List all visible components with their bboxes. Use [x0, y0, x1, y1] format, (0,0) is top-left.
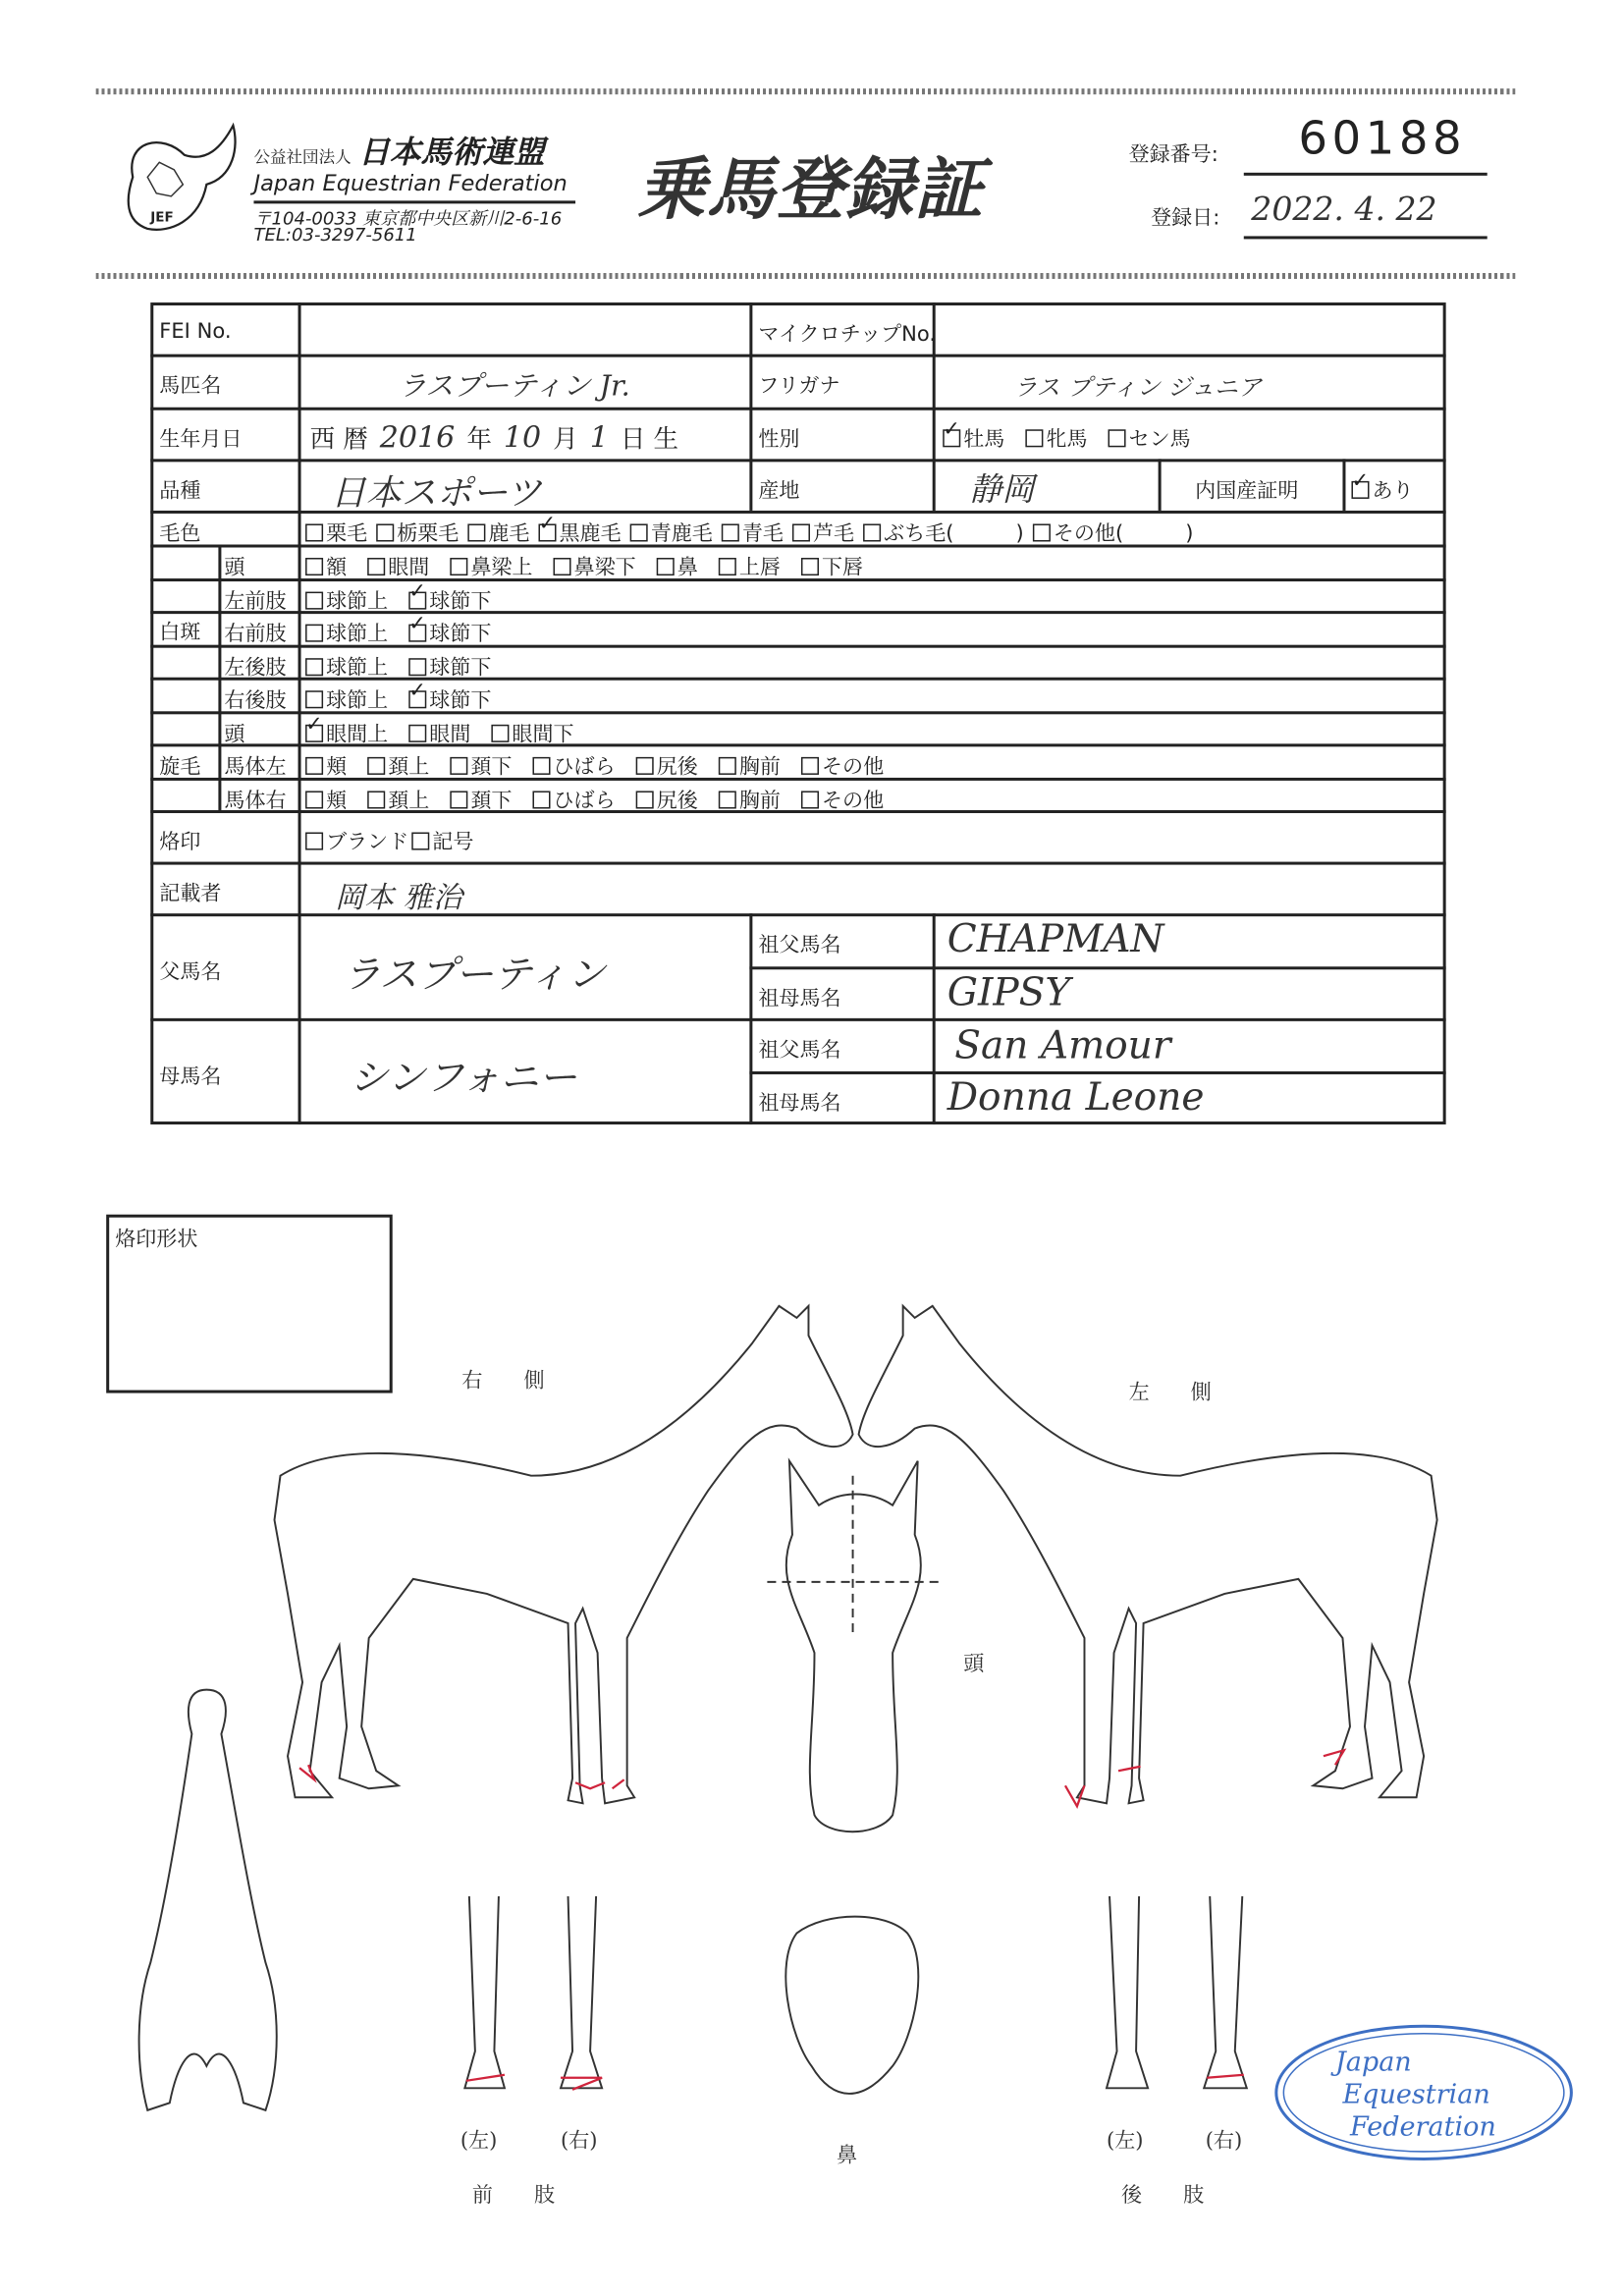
- reg-no-value: 60188: [1298, 112, 1467, 166]
- document-title: 乗馬登録証: [637, 148, 985, 229]
- recorder-value: 岡本 雅治: [335, 879, 462, 915]
- option-label: その他: [822, 789, 885, 813]
- hind-legs-caption: 後 肢: [1121, 2183, 1205, 2209]
- option-label: 青鹿毛: [650, 521, 713, 546]
- horse-name-label: 馬匹名: [159, 374, 222, 399]
- dam-granddam-value: Donna Leone: [947, 1075, 1205, 1121]
- option-label: ぶち毛( ): [884, 521, 1024, 546]
- white-marking-part: 右後肢: [224, 688, 287, 713]
- fore-legs-caption: 前 肢: [471, 2183, 556, 2209]
- fore-right-label: (右): [561, 2129, 598, 2154]
- option-label: 牝馬: [1046, 427, 1088, 452]
- hind-left-label: (左): [1107, 2129, 1144, 2154]
- org-tel: TEL:03-3297-5611: [253, 224, 417, 246]
- sex-label: 性別: [758, 427, 800, 452]
- option-label: 球節上: [326, 656, 389, 681]
- coat-color-label: 毛色: [159, 521, 201, 546]
- right-side-label: 右 側: [461, 1369, 545, 1394]
- dob-dob_day_unit: 日 生: [620, 424, 679, 455]
- option-label: 眼間上: [326, 723, 389, 747]
- white-marking-part: 左後肢: [224, 656, 287, 681]
- reg-date-value: 2022. 4. 22: [1251, 191, 1437, 229]
- option-label: 黒鹿毛: [559, 521, 622, 546]
- option-label: 鼻梁上: [470, 556, 533, 580]
- fore-left-leg: [464, 1896, 505, 2088]
- nose-label: 鼻: [837, 2144, 858, 2168]
- option-label: 尻後: [656, 789, 698, 813]
- origin-value: 静岡: [969, 471, 1035, 510]
- option-label: その他( ): [1053, 521, 1194, 546]
- option-label: 眼間: [388, 556, 430, 580]
- option-label: 記号: [432, 831, 474, 855]
- option-label: 栃栗毛: [397, 521, 460, 546]
- breed-value: 日本スポーツ: [330, 471, 542, 514]
- recorder-label: 記載者: [159, 882, 222, 906]
- horse-muzzle-outline: [785, 1917, 918, 2094]
- whorls-label: 旋毛: [159, 755, 201, 780]
- whorl-part: 頭: [224, 723, 245, 747]
- horse-right-side-outline: [275, 1306, 853, 1803]
- option-label: 青毛: [741, 521, 784, 546]
- option-label: 鼻: [676, 556, 698, 580]
- org-prefix: 公益社団法人: [253, 147, 352, 167]
- reg-no-label: 登録番号:: [1128, 142, 1218, 167]
- white-marking-part: 右前肢: [224, 623, 287, 647]
- option-label: 牡馬: [963, 427, 1005, 452]
- dob-dob_month: 10: [503, 418, 542, 455]
- option-label: あり: [1372, 479, 1414, 504]
- option-label: 球節上: [326, 688, 389, 713]
- sire-label: 父馬名: [159, 960, 222, 985]
- dob-dob_year_unit: 年: [466, 424, 492, 455]
- left-side-label: 左 側: [1128, 1381, 1212, 1405]
- white-marking-part: 左前肢: [224, 590, 287, 615]
- dam-grandsire-value: San Amour: [954, 1023, 1171, 1068]
- hind-right-leg: [1204, 1896, 1247, 2088]
- option-label: 下唇: [822, 556, 864, 580]
- brand-shape-label: 烙印形状: [115, 1228, 198, 1252]
- dob-dob_era: 西 暦: [309, 424, 368, 455]
- horse-left-side-outline: [859, 1306, 1437, 1803]
- option-label: 球節下: [429, 688, 492, 713]
- dam-grandsire-label: 祖父馬名: [758, 1038, 841, 1063]
- fore-right-leg: [561, 1896, 602, 2088]
- dam-granddam-label: 祖母馬名: [758, 1091, 841, 1117]
- furigana-value: ラス プティン ジュニア: [1013, 373, 1262, 402]
- dob-dob_day: 1: [589, 418, 609, 455]
- fei-label: FEI No.: [159, 320, 232, 345]
- option-label: 鹿毛: [488, 521, 530, 546]
- org-name-en: Japan Equestrian Federation: [253, 169, 568, 196]
- org-name-ja: 日本馬術連盟: [358, 134, 545, 170]
- option-label: ひばら: [553, 755, 616, 780]
- option-label: その他: [822, 755, 885, 780]
- head-label: 頭: [963, 1653, 985, 1677]
- sire-value: ラスプーティン: [342, 953, 606, 998]
- brand-label: 烙印: [159, 831, 201, 855]
- option-label: 尻後: [656, 755, 698, 780]
- sire-granddam-value: GIPSY: [947, 970, 1071, 1015]
- dob-label: 生年月日: [159, 427, 243, 452]
- option-label: 頚上: [388, 789, 430, 813]
- option-label: ひばら: [553, 789, 616, 813]
- option-label: 芦毛: [812, 521, 855, 546]
- horse-rear-view-outline: [139, 1690, 277, 2110]
- option-label: 眼間: [429, 723, 471, 747]
- option-label: 頬: [326, 755, 348, 780]
- option-label: 球節下: [429, 623, 492, 647]
- microchip-label: マイクロチップNo.: [758, 323, 937, 348]
- hind-left-leg: [1107, 1896, 1148, 2088]
- jef-stamp: [1276, 2026, 1572, 2159]
- fore-left-label: (左): [460, 2129, 498, 2154]
- option-label: 上唇: [738, 556, 781, 580]
- dob-dob_year: 2016: [379, 418, 456, 455]
- sire-grandsire-value: CHAPMAN: [947, 917, 1164, 962]
- svg-text:JEF: JEF: [150, 209, 174, 226]
- option-label: 胸前: [738, 789, 781, 813]
- option-label: 額: [326, 556, 348, 580]
- breed-label: 品種: [159, 479, 201, 504]
- org-address: 〒104-0033 東京都中央区新川2-6-16: [253, 207, 563, 229]
- horse-head-front-outline: [786, 1461, 921, 1832]
- white-markings-label: 白斑: [159, 621, 201, 645]
- option-label: 頚下: [470, 789, 513, 813]
- hind-right-label: (右): [1205, 2129, 1243, 2154]
- option-label: 頚下: [470, 755, 513, 780]
- whorl-part: 馬体右: [224, 789, 287, 813]
- svg-text:Japan: Japan: [1334, 2047, 1412, 2078]
- option-label: 胸前: [738, 755, 781, 780]
- option-label: 栗毛: [326, 521, 368, 546]
- white-marking-part: 頭: [224, 556, 245, 580]
- option-label: 頚上: [388, 755, 430, 780]
- dam-label: 母馬名: [159, 1065, 222, 1089]
- domestic-cert-label: 内国産証明: [1195, 479, 1299, 504]
- option-label: 球節下: [429, 656, 492, 681]
- dam-value: シンフォニー: [350, 1056, 577, 1102]
- svg-text:Equestrian: Equestrian: [1342, 2079, 1490, 2110]
- furigana-label: フリガナ: [758, 374, 840, 399]
- origin-label: 産地: [758, 479, 800, 504]
- horse-name-value: ラスプーティン Jr.: [398, 370, 630, 404]
- option-label: 球節上: [326, 623, 389, 647]
- option-label: 球節下: [429, 590, 492, 615]
- option-label: ブランド: [326, 831, 409, 855]
- dob-dob_month_unit: 月: [553, 424, 578, 455]
- reg-date-label: 登録日:: [1151, 206, 1220, 231]
- option-label: 頬: [326, 789, 348, 813]
- svg-text:Federation: Federation: [1349, 2111, 1496, 2143]
- option-label: 眼間下: [512, 723, 574, 747]
- option-label: 鼻梁下: [573, 556, 636, 580]
- sire-granddam-label: 祖母馬名: [758, 987, 841, 1011]
- sire-grandsire-label: 祖父馬名: [758, 934, 841, 958]
- option-label: セン馬: [1128, 427, 1191, 452]
- whorl-part: 馬体左: [224, 755, 287, 780]
- option-label: 球節上: [326, 590, 389, 615]
